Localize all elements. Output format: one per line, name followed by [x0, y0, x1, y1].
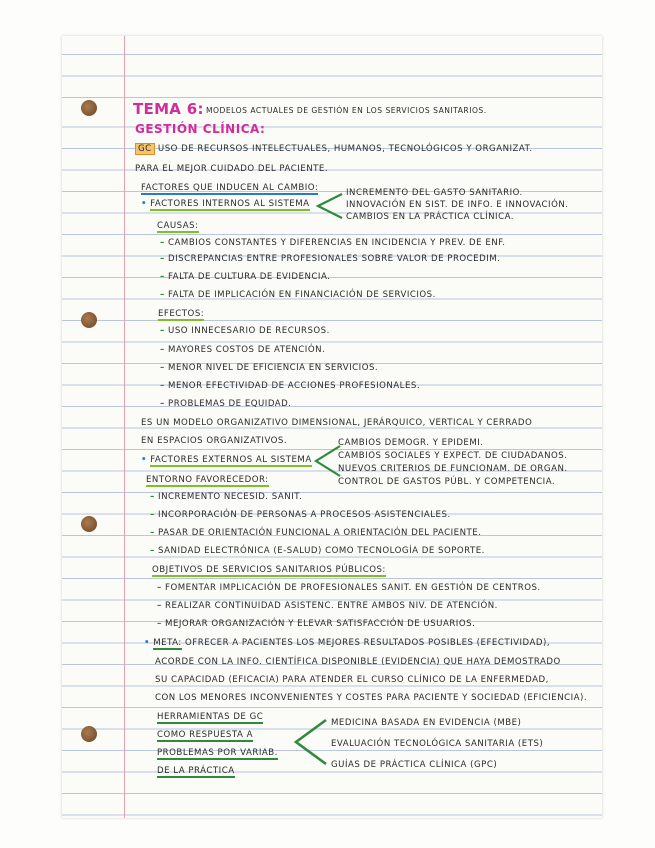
punch-hole [81, 516, 97, 532]
bullet-icon: • [141, 199, 147, 209]
externos-item: CONTROL DE GASTOS PÚBL. Y COMPETENCIA. [338, 477, 556, 487]
gc-tag: GC [135, 143, 155, 155]
objetivo-item: – REALIZAR CONTINUIDAD ASISTENC. ENTRE AMBOS NIV. DE ATENCIÓN. [157, 601, 498, 611]
arrow-brace-icon [312, 444, 342, 480]
causa-item: – FALTA DE IMPLICACIÓN EN FINANCIACIÓN DE SERVICIOS. [160, 290, 436, 300]
meta-text: ACORDE CON LA INFO. CIENTÍFICA DISPONIBLE (EVIDENCIA) QUE HAYA DEMOSTRADO [155, 657, 561, 667]
punch-hole [81, 726, 97, 742]
causa-item: – DISCREPANCIAS ENTRE PROFESIONALES SOBRE VALOR DE PROCEDIM. [160, 254, 501, 264]
herramientas-label: HERRAMIENTAS DE GC [157, 712, 264, 722]
causa-item: – CAMBIOS CONSTANTES Y DIFERENCIAS EN INCIDENCIA Y PREV. DE ENF. [160, 238, 506, 248]
efectos-label: EFECTOS: [158, 309, 205, 319]
meta-text: CON LOS MENORES INCONVENIENTES Y COSTES PARA PACIENTE Y SOCIEDAD (EFICIENCIA). [155, 693, 588, 703]
factores-internos-label: FACTORES INTERNOS AL SISTEMA [150, 199, 310, 209]
meta-line [144, 638, 550, 648]
objetivo-item: – FOMENTAR IMPLICACIÓN DE PROFESIONALES SANIT. EN GESTIÓN DE CENTROS. [157, 583, 541, 593]
entorno-label: ENTORNO FAVORECEDOR: [146, 475, 269, 485]
definition-line [135, 144, 533, 154]
punch-hole [81, 312, 97, 328]
punch-hole [81, 100, 97, 116]
margin-line [124, 36, 125, 818]
factores-externos [141, 455, 312, 465]
herramientas-label: COMO RESPUESTA A [157, 730, 253, 740]
bullet-icon: • [141, 455, 147, 465]
entorno-item: – PASAR DE ORIENTACIÓN FUNCIONAL A ORIENTACIÓN DEL PACIENTE. [150, 528, 482, 538]
entorno-item: – INCREMENTO NECESID. SANIT. [150, 492, 303, 502]
herramientas-label: PROBLEMAS POR VARIAB. [157, 748, 278, 758]
arrow-brace-icon [290, 718, 330, 768]
meta-text: OFRECER A PACIENTES LOS MEJORES RESULTADOS POSIBLES (EFECTIVIDAD), [185, 638, 551, 648]
objetivo-item: – MEJORAR ORGANIZACIÓN Y ELEVAR SATISFACCIÓN DE USUARIOS. [157, 619, 476, 629]
arrow-brace-icon [314, 192, 344, 222]
factores-heading: FACTORES QUE INDUCEN AL CAMBIO: [141, 183, 319, 193]
definition-line-2: PARA EL MEJOR CUIDADO DEL PACIENTE. [135, 164, 329, 174]
objetivos-label: OBJETIVOS DE SERVICIOS SANITARIOS PÚBLICOS: [152, 565, 386, 575]
efecto-item: – MAYORES COSTOS DE ATENCIÓN. [160, 345, 326, 355]
page-subtitle: GESTIÓN CLÍNICA: [135, 122, 266, 136]
internos-item: CAMBIOS EN LA PRÁCTICA CLÍNICA. [346, 212, 515, 222]
entorno-item: – INCORPORACIÓN DE PERSONAS A PROCESOS ASISTENCIALES. [150, 510, 451, 520]
herramienta-item: MEDICINA BASADA EN EVIDENCIA (MBE) [331, 718, 522, 728]
herramientas-label: DE LA PRÁCTICA [157, 766, 235, 776]
bullet-icon: • [144, 638, 150, 648]
entorno-item: – SANIDAD ELECTRÓNICA (E-SALUD) COMO TECNOLOGÍA DE SOPORTE. [150, 546, 485, 556]
causa-item: – FALTA DE CULTURA DE EVIDENCIA. [160, 272, 331, 282]
efecto-item: – MENOR NIVEL DE EFICIENCIA EN SERVICIOS. [160, 363, 379, 373]
externos-item: NUEVOS CRITERIOS DE FUNCIONAM. DE ORGAN. [338, 464, 568, 474]
meta-text: SU CAPACIDAD (EFICACIA) PARA ATENDER EL CURSO CLÍNICO DE LA ENFERMEDAD, [155, 675, 549, 685]
efecto-item: – PROBLEMAS DE EQUIDAD. [160, 399, 292, 409]
meta-label: META: [153, 638, 182, 648]
modelo-text: EN ESPACIOS ORGANIZATIVOS. [141, 436, 288, 446]
factores-internos [141, 199, 310, 209]
definition-text: USO DE RECURSOS INTELECTUALES, HUMANOS, TECNOLÓGICOS Y ORGANIZAT. [157, 144, 533, 154]
efecto-item: – MENOR EFECTIVIDAD DE ACCIONES PROFESIONALES. [160, 381, 421, 391]
externos-item: CAMBIOS SOCIALES Y EXPECT. DE CIUDADANOS. [338, 451, 568, 461]
page-title-rest: MODELOS ACTUALES DE GESTIÓN EN LOS SERVICIOS SANITARIOS. [206, 106, 487, 115]
internos-item: INNOVACIÓN EN SIST. DE INFO. E INNOVACIÓN. [346, 200, 569, 210]
factores-externos-label: FACTORES EXTERNOS AL SISTEMA [150, 455, 312, 465]
externos-item: CAMBIOS DEMOGR. Y EPIDEMI. [338, 438, 484, 448]
page-title: TEMA 6: [133, 100, 204, 118]
herramienta-item: EVALUACIÓN TECNOLÓGICA SANITARIA (ETS) [331, 739, 544, 749]
efecto-item: – USO INNECESARIO DE RECURSOS. [160, 326, 330, 336]
internos-item: INCREMENTO DEL GASTO SANITARIO. [346, 188, 523, 198]
causas-label: CAUSAS: [157, 221, 199, 231]
herramienta-item: GUÍAS DE PRÁCTICA CLÍNICA (GPC) [331, 760, 498, 770]
modelo-text: ES UN MODELO ORGANIZATIVO DIMENSIONAL, JERÁRQUICO, VERTICAL Y CERRADO [141, 418, 533, 428]
